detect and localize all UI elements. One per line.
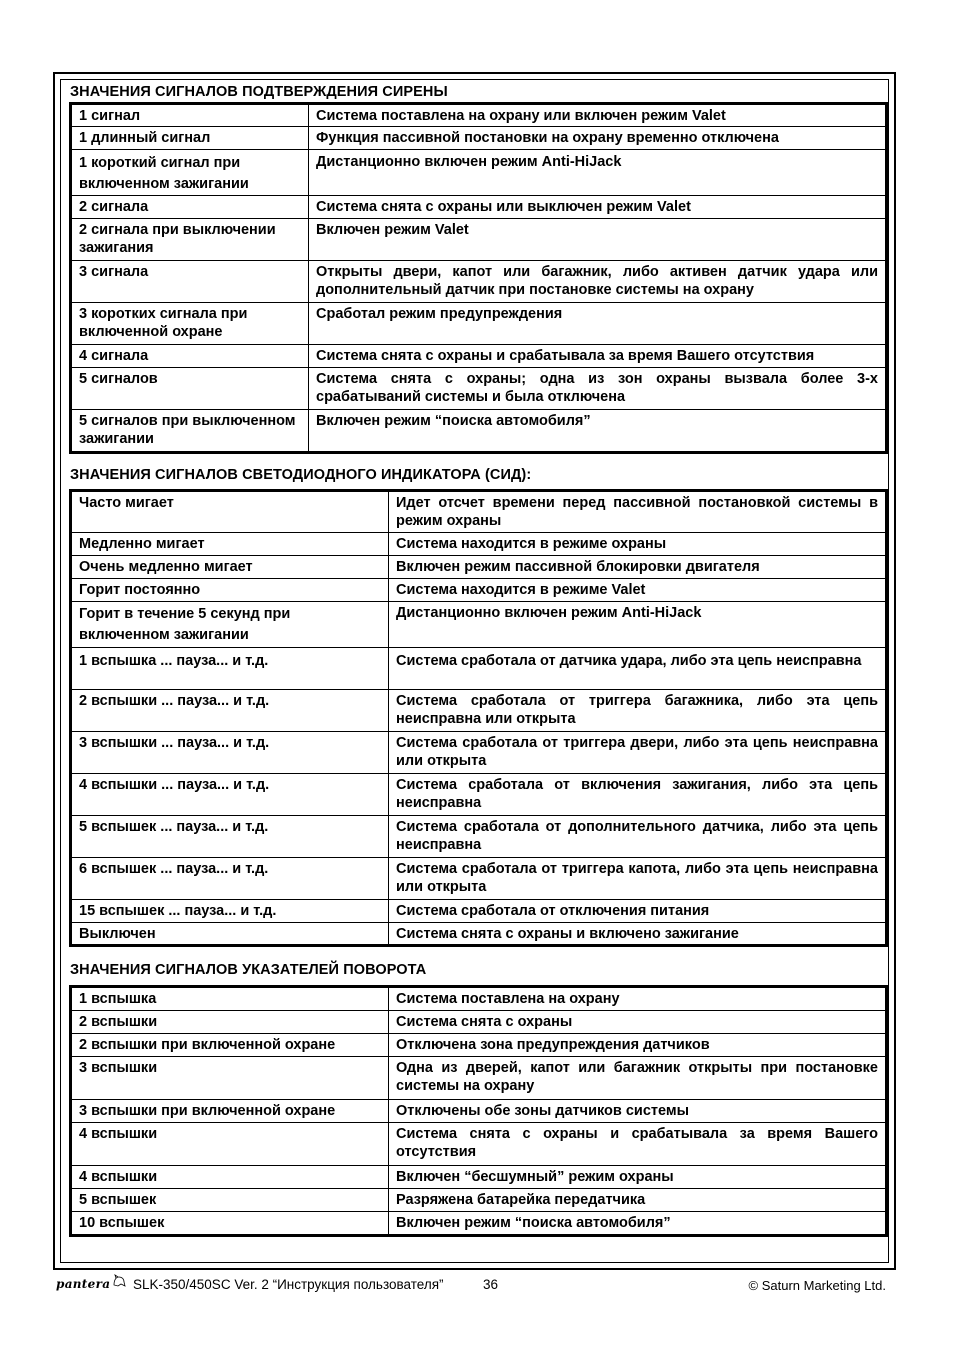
signal-cell: 3 сигнала <box>71 261 309 303</box>
table-row <box>71 1100 887 1123</box>
signal-cell: 5 вспышек ... пауза... и т.д. <box>71 816 389 858</box>
meaning-cell: Дистанционно включен режим Anti-HiJack <box>389 602 887 648</box>
signal-cell: 4 сигнала <box>71 345 309 368</box>
signal-cell: 3 вспышки <box>71 1057 389 1100</box>
meaning-cell: Дистанционно включен режим Anti-HiJack <box>309 150 887 196</box>
table-row <box>71 858 887 900</box>
meaning-cell: Система сработала от включения зажигания, либо эта цепь неисправна <box>389 774 887 816</box>
table-row <box>71 1166 887 1189</box>
meaning-cell: Система поставлена на охрану или включен режим Valet <box>309 104 887 127</box>
table-row <box>71 196 887 219</box>
meaning-cell: Отключены обе зоны датчиков системы <box>389 1100 887 1123</box>
page-number: 36 <box>483 1277 499 1292</box>
table-row <box>71 987 887 1011</box>
document-title: SLK-350/450SC Ver. 2 “Инструкция пользователя” <box>133 1277 444 1292</box>
meaning-cell: Включен режим “поиска автомобиля” <box>389 1212 887 1236</box>
table-row <box>71 1123 887 1166</box>
table-row <box>71 127 887 150</box>
signal-cell: 10 вспышек <box>71 1212 389 1236</box>
meaning-cell: Система снята с охраны; одна из зон охраны вызвала более 3-х срабатываний системы и была отключена <box>309 368 887 410</box>
signal-cell: 2 вспышки <box>71 1011 389 1034</box>
meaning-cell: Открыты двери, капот или багажник, либо активен датчик удара или дополнительный датчик при постановке системы на охрану <box>309 261 887 303</box>
table-row <box>71 690 887 732</box>
table-row <box>71 345 887 368</box>
signal-cell: 3 вспышки при включенной охране <box>71 1100 389 1123</box>
signal-cell: 3 вспышки ... пауза... и т.д. <box>71 732 389 774</box>
table-row <box>71 1189 887 1212</box>
meaning-cell: Система находится в режиме охраны <box>389 533 887 556</box>
meaning-cell: Функция пассивной постановки на охрану временно отключена <box>309 127 887 150</box>
table-row <box>71 732 887 774</box>
signal-cell: 1 длинный сигнал <box>71 127 309 150</box>
signal-cell: 2 сигнала <box>71 196 309 219</box>
meaning-cell: Сработал режим предупреждения <box>309 303 887 345</box>
signal-cell: 4 вспышки <box>71 1166 389 1189</box>
section-title-siren: ЗНАЧЕНИЯ СИГНАЛОВ ПОДТВЕРЖДЕНИЯ СИРЕНЫ <box>70 84 448 100</box>
meaning-cell: Система сработала от датчика удара, либо эта цепь неисправна <box>389 648 887 690</box>
table-turn-signals <box>69 985 888 1237</box>
meaning-cell: Разряжена батарейка передатчика <box>389 1189 887 1212</box>
signal-cell: 1 сигнал <box>71 104 309 127</box>
table-row <box>71 491 887 533</box>
meaning-cell: Система снята с охраны и срабатывала за время Вашего отсутствия <box>389 1123 887 1166</box>
table-row <box>71 923 887 946</box>
signal-cell: 1 вспышка <box>71 987 389 1011</box>
meaning-cell: Система снята с охраны и срабатывала за время Вашего отсутствия <box>309 345 887 368</box>
signal-cell: 2 сигнала при выключении зажигания <box>71 219 309 261</box>
pantera-logo: pantera <box>56 1277 111 1291</box>
signal-cell: 2 вспышки ... пауза... и т.д. <box>71 690 389 732</box>
table-row <box>71 410 887 453</box>
table-row <box>71 816 887 858</box>
section-title-led: ЗНАЧЕНИЯ СИГНАЛОВ СВЕТОДИОДНОГО ИНДИКАТОРА (СИД): <box>70 467 532 483</box>
signal-cell: 4 вспышки <box>71 1123 389 1166</box>
table-row <box>71 150 887 196</box>
signal-cell: 2 вспышки при включенной охране <box>71 1034 389 1057</box>
signal-cell: 3 коротких сигнала при включенной охране <box>71 303 309 345</box>
meaning-cell: Система сработала от дополнительного датчика, либо эта цепь неисправна <box>389 816 887 858</box>
table-row <box>71 261 887 303</box>
table-row <box>71 900 887 923</box>
meaning-cell: Система сработала от отключения питания <box>389 900 887 923</box>
page-frame <box>53 72 896 1270</box>
meaning-cell: Система снята с охраны и включено зажигание <box>389 923 887 946</box>
meaning-cell: Система снята с охраны <box>389 1011 887 1034</box>
table-row <box>71 1011 887 1034</box>
table-row <box>71 1057 887 1100</box>
signal-cell: 5 вспышек <box>71 1189 389 1212</box>
table-row <box>71 1034 887 1057</box>
meaning-cell: Идет отсчет времени перед пассивной постановкой системы в режим охраны <box>389 491 887 533</box>
table-row <box>71 368 887 410</box>
table-row <box>71 602 887 648</box>
page-footer <box>56 1276 886 1296</box>
table-siren-signals <box>69 102 888 454</box>
meaning-cell: Система поставлена на охрану <box>389 987 887 1011</box>
panther-head-icon <box>112 1274 126 1288</box>
table-row <box>71 579 887 602</box>
meaning-cell: Система сработала от триггера багажника, либо эта цепь неисправна или открыта <box>389 690 887 732</box>
meaning-cell: Включен “бесшумный” режим охраны <box>389 1166 887 1189</box>
meaning-cell: Включен режим пассивной блокировки двигателя <box>389 556 887 579</box>
signal-cell: Очень медленно мигает <box>71 556 389 579</box>
signal-cell: 4 вспышки ... пауза... и т.д. <box>71 774 389 816</box>
meaning-cell: Система снята с охраны или выключен режим Valet <box>309 196 887 219</box>
signal-cell: 6 вспышек ... пауза... и т.д. <box>71 858 389 900</box>
meaning-cell: Одна из дверей, капот или багажник открыты при постановке системы на охрану <box>389 1057 887 1100</box>
table-row <box>71 1212 887 1236</box>
signal-cell: 1 вспышка ... пауза... и т.д. <box>71 648 389 690</box>
table-row <box>71 104 887 127</box>
table-row <box>71 303 887 345</box>
signal-cell: Выключен <box>71 923 389 946</box>
copyright: © Saturn Marketing Ltd. <box>748 1278 886 1293</box>
signal-cell: Медленно мигает <box>71 533 389 556</box>
table-row <box>71 556 887 579</box>
meaning-cell: Отключена зона предупреждения датчиков <box>389 1034 887 1057</box>
signal-cell: 15 вспышек ... пауза... и т.д. <box>71 900 389 923</box>
table-row <box>71 648 887 690</box>
meaning-cell: Система находится в режиме Valet <box>389 579 887 602</box>
signal-cell: Горит в течение 5 секунд при включенном зажигании <box>71 602 389 648</box>
meaning-cell: Включен режим “поиска автомобиля” <box>309 410 887 453</box>
signal-cell: Часто мигает <box>71 491 389 533</box>
meaning-cell: Включен режим Valet <box>309 219 887 261</box>
section-title-turn-signals: ЗНАЧЕНИЯ СИГНАЛОВ УКАЗАТЕЛЕЙ ПОВОРОТА <box>70 962 427 978</box>
signal-cell: 5 сигналов при выключенном зажигании <box>71 410 309 453</box>
signal-cell: 1 короткий сигнал при включенном зажигании <box>71 150 309 196</box>
meaning-cell: Система сработала от триггера двери, либо эта цепь неисправна или открыта <box>389 732 887 774</box>
signal-cell: Горит постоянно <box>71 579 389 602</box>
meaning-cell: Система сработала от триггера капота, либо эта цепь неисправна или открыта <box>389 858 887 900</box>
table-row <box>71 533 887 556</box>
signal-cell: 5 сигналов <box>71 368 309 410</box>
table-led-signals <box>69 489 888 947</box>
table-row <box>71 774 887 816</box>
table-row <box>71 219 887 261</box>
